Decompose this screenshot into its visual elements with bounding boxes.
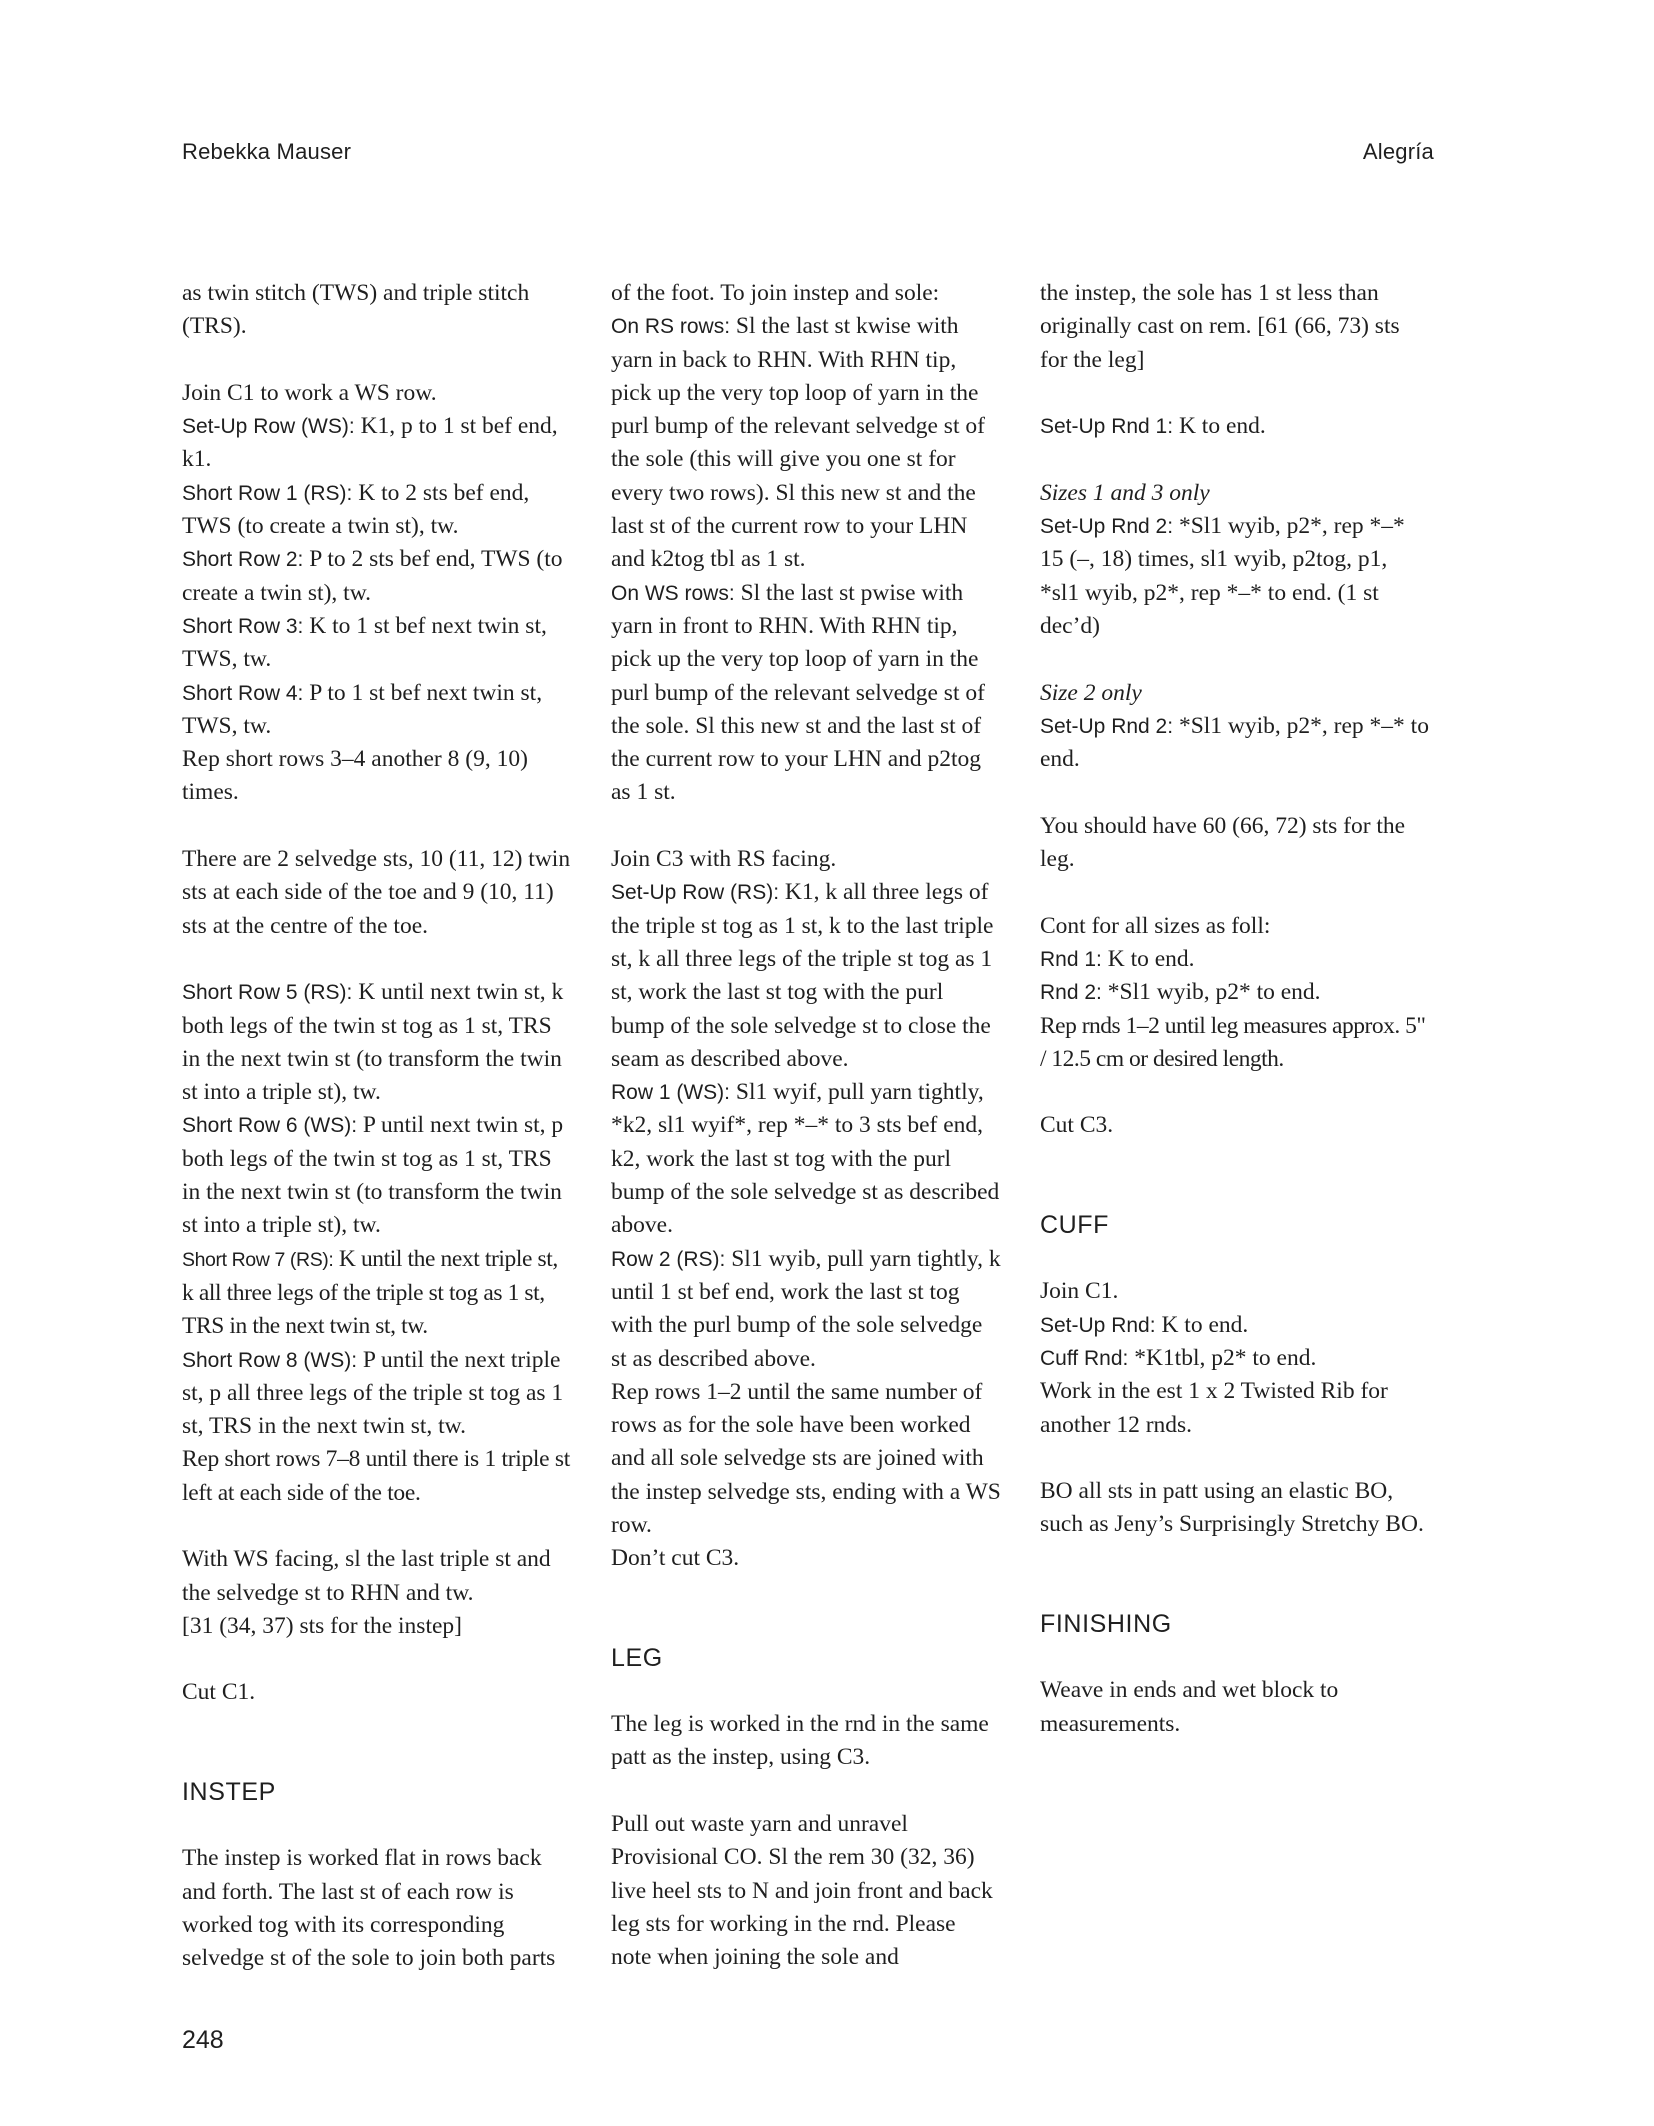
section-heading-cuff: CUFF	[1040, 1210, 1110, 1239]
bind-off-text: BO all sts in patt using an elastic BO, such as Jeny’s Surprisingly Stretchy BO.	[1040, 1478, 1424, 1538]
instruction-short-row-1	[182, 477, 572, 544]
instruction-cuff-rnd	[1040, 1342, 1430, 1375]
join-c3-text: Join C3 with RS facing.	[611, 846, 837, 873]
paragraph	[1040, 1275, 1430, 1441]
paragraph	[1040, 410, 1430, 443]
cut-c3-text: Cut C3.	[1040, 1112, 1114, 1139]
instruction-text: P until next twin st, p both legs of the twin st tog as 1 st, TRS in the next twin st (to transform the twin st into a triple st), tw.	[182, 1112, 564, 1239]
instruction-setup-rnd-2	[1040, 510, 1430, 643]
paragraph	[611, 1708, 1001, 1775]
instruction-label: Row 2 (RS):	[611, 1247, 726, 1271]
instruction-text: P to 2 sts bef end, TWS (to create a twin st), tw.	[182, 546, 563, 606]
page-number: 248	[182, 2026, 224, 2054]
instruction-text: *Sl1 wyib, p2* to end.	[1101, 979, 1321, 1006]
repeat-instruction: Rep rows 1–2 until the same number of rows as for the sole have been worked and all sole selvedge sts are joined with the instep selvedge sts, ending with a WS row.	[611, 1378, 1001, 1538]
ws-facing-text: With WS facing, sl the last triple st and the selvedge st to RHN and tw.	[182, 1546, 551, 1606]
instruction-label: Set-Up Rnd 2:	[1040, 714, 1174, 738]
instruction-text: K until the next triple st, k all three legs of the triple st tog as 1 st, TRS in the next twin st, tw.	[182, 1245, 558, 1340]
instruction-text: P until the next triple st, p all three legs of the triple st tog as 1 st, TRS in the next twin st, tw.	[182, 1346, 564, 1440]
instruction-label: Set-Up Rnd 2:	[1040, 515, 1174, 539]
running-header-author: Rebekka Mauser	[182, 139, 352, 164]
pull-out-text: Pull out waste yarn and unravel Provisional CO. Sl the rem 30 (32, 36) live heel sts to N and join front and back leg sts for working in the rnd. Please note when joining the sole and	[611, 1811, 993, 1971]
instruction-text: P to 1 st bef next twin st, TWS, tw.	[182, 679, 543, 739]
instruction-text: K to end.	[1155, 1311, 1249, 1338]
short-rows-block	[182, 976, 572, 1510]
repeat-instruction: Rep rnds 1–2 until leg measures approx. 5" / 12.5 cm or desired length.	[1040, 1012, 1426, 1072]
instep-rows-block	[611, 843, 1001, 1576]
instruction-text: *K1tbl, p2* to end.	[1128, 1344, 1317, 1371]
instruction-label: Short Row 4:	[182, 681, 304, 705]
short-rows-block	[182, 377, 572, 810]
repeat-instruction: Rep short rows 3–4 another 8 (9, 10) times.	[182, 746, 528, 806]
continued-text: the instep, the sole has 1 st less than originally cast on rem. [61 (66, 73) sts for the leg]	[1040, 280, 1400, 373]
sizes-1-3-subheading: Sizes 1 and 3 only	[1040, 479, 1210, 506]
text-column-1	[182, 277, 572, 2009]
instruction-row-2	[611, 1243, 1001, 1376]
paragraph	[182, 1543, 572, 1643]
should-have-text: You should have 60 (66, 72) sts for the leg.	[1040, 812, 1406, 873]
instruction-short-row-5	[182, 976, 572, 1109]
cut-c1-text: Cut C1.	[182, 1679, 256, 1706]
instruction-label: Short Row 6 (WS):	[182, 1114, 358, 1138]
paragraph	[182, 1842, 572, 1975]
leg-text: The leg is worked in the rnd in the same patt as the instep, using C3.	[611, 1711, 989, 1771]
instruction-text: K1, k all three legs of the triple st tog as 1 st, k to the last triple st, k all three legs of the triple st tog as 1 st, work the last st tog with the purl bump of the sole selvedge st to close the seam as described above.	[611, 879, 994, 1072]
instruction-label: Short Row 7 (RS):	[182, 1248, 334, 1271]
instruction-text: K until next twin st, k both legs of the twin st tog as 1 st, TRS in the next twin st (to transform the twin st into a triple st), tw.	[182, 979, 564, 1106]
running-header-title: Alegría	[1362, 139, 1434, 164]
instruction-label: Cuff Rnd:	[1040, 1346, 1129, 1370]
instep-text: The instep is worked flat in rows back and forth. The last st of each row is worked tog with its corresponding selvedge st of the sole to join both parts	[182, 1845, 556, 1972]
instruction-rnd-1	[1040, 943, 1430, 976]
instruction-text: K to 2 sts bef end, TWS (to create a twin st), tw.	[182, 479, 530, 540]
paragraph	[1040, 677, 1430, 777]
cont-all-text: Cont for all sizes as foll:	[1040, 912, 1271, 939]
instruction-label: Set-Up Row (WS):	[182, 415, 355, 439]
join-rows-block	[611, 277, 1001, 810]
paragraph	[1040, 477, 1430, 643]
instruction-setup-rnd-1	[1040, 410, 1430, 443]
paragraph	[1040, 1475, 1430, 1542]
paragraph	[1040, 277, 1430, 377]
text-column-3	[1040, 277, 1430, 1774]
continued-text: of the foot. To join instep and sole:	[611, 280, 940, 306]
paragraph	[1040, 810, 1430, 877]
size-2-subheading: Size 2 only	[1040, 679, 1142, 706]
instruction-label: Set-Up Rnd:	[1040, 1313, 1156, 1337]
instruction-label: Set-Up Rnd 1:	[1040, 415, 1174, 439]
section-heading-finishing: FINISHING	[1040, 1609, 1172, 1638]
instruction-rs-rows	[611, 310, 1001, 576]
instruction-rnd-2	[1040, 976, 1430, 1009]
paragraph	[1040, 1674, 1430, 1741]
instruction-label: On RS rows:	[611, 315, 731, 339]
instruction-text: *Sl1 wyib, p2*, rep *–* to end.	[1040, 712, 1429, 773]
instruction-label: Short Row 8 (WS):	[182, 1348, 358, 1372]
dont-cut-text: Don’t cut C3.	[611, 1545, 740, 1572]
instruction-text: *Sl1 wyib, p2*, rep *–* 15 (–, 18) times, sl1 wyib, p2tog, p1, *sl1 wyib, p2*, rep *–* to end. (1 st dec’d)	[1040, 513, 1405, 639]
instruction-text: K1, p to 1 st bef end, k1.	[182, 413, 558, 473]
instruction-short-row-2	[182, 543, 572, 610]
repeat-instruction: Rep short rows 7–8 until there is 1 triple st left at each side of the toe.	[182, 1446, 570, 1506]
intro-text: as twin stitch (TWS) and triple stitch (TRS).	[182, 280, 530, 340]
instruction-text: K to end.	[1101, 945, 1195, 972]
instruction-text: K to end.	[1173, 413, 1266, 440]
paragraph	[1040, 910, 1430, 1076]
instruction-short-row-3	[182, 610, 572, 677]
instruction-text: Sl the last st kwise with yarn in back to RHN. With RHN tip, pick up the very top loop of yarn in the purl bump of the relevant selvedge st of the sole (this will give you one st for every two rows). Sl this new st and the last st of the current row to your LHN and k2tog tbl as 1 st.	[611, 313, 985, 573]
instruction-text: Sl1 wyib, pull yarn tightly, k until 1 st bef end, work the last st tog with the purl bump of the sole selvedge st as described above.	[611, 1245, 1001, 1372]
instruction-setup-rnd	[1040, 1309, 1430, 1342]
instruction-label: Set-Up Row (RS):	[611, 881, 780, 905]
finishing-text: Weave in ends and wet block to measurements.	[1040, 1677, 1339, 1737]
instruction-ws-rows	[611, 577, 1001, 810]
instruction-setup-row	[611, 876, 1001, 1076]
instruction-text: Sl the last st pwise with yarn in front to RHN. With RHN tip, pick up the very top loop of yarn in the purl bump of the relevant selvedge st of the sole. Sl this new st and the last st of the current row to your LHN and p2tog as 1 st.	[611, 579, 985, 806]
instruction-label: Short Row 3:	[182, 614, 304, 638]
instruction-text: Sl1 wyif, pull yarn tightly, *k2, sl1 wyif*, rep *–* to 3 sts bef end, k2, work the last st tog with the purl bump of the sole selvedge st as described above.	[611, 1079, 1000, 1239]
instruction-label: Rnd 1:	[1040, 947, 1102, 971]
paragraph	[611, 1808, 1001, 1974]
work-est-text: Work in the est 1 x 2 Twisted Rib for another 12 rnds.	[1040, 1378, 1388, 1438]
instep-count: [31 (34, 37) sts for the instep]	[182, 1612, 462, 1639]
join-c1-text: Join C1 to work a WS row.	[182, 379, 437, 406]
paragraph	[182, 843, 572, 943]
instruction-text: K to 1 st bef next twin st, TWS, tw.	[182, 612, 547, 673]
section-heading-instep: INSTEP	[182, 1777, 276, 1806]
instruction-row-1	[611, 1076, 1001, 1242]
instruction-short-row-7	[182, 1243, 572, 1344]
instruction-label: Short Row 1 (RS):	[182, 481, 353, 505]
instruction-short-row-8	[182, 1344, 572, 1444]
instruction-short-row-6	[182, 1109, 572, 1242]
section-heading-leg: LEG	[611, 1643, 663, 1672]
instruction-short-row-4	[182, 677, 572, 744]
paragraph	[182, 277, 572, 344]
selvedge-note: There are 2 selvedge sts, 10 (11, 12) twin sts at each side of the toe and 9 (10, 11) sts at the centre of the toe.	[182, 846, 571, 939]
instruction-label: Rnd 2:	[1040, 981, 1102, 1005]
paragraph	[182, 1676, 572, 1709]
instruction-label: Row 1 (WS):	[611, 1081, 731, 1105]
text-column-2	[611, 277, 1001, 2008]
instruction-setup-row	[182, 410, 572, 477]
paragraph	[1040, 1109, 1430, 1142]
instruction-label: On WS rows:	[611, 581, 735, 605]
instruction-label: Short Row 2:	[182, 548, 304, 572]
instruction-label: Short Row 5 (RS):	[182, 981, 353, 1005]
join-c1-text: Join C1.	[1040, 1278, 1119, 1305]
instruction-setup-rnd-2-size-2	[1040, 710, 1430, 777]
